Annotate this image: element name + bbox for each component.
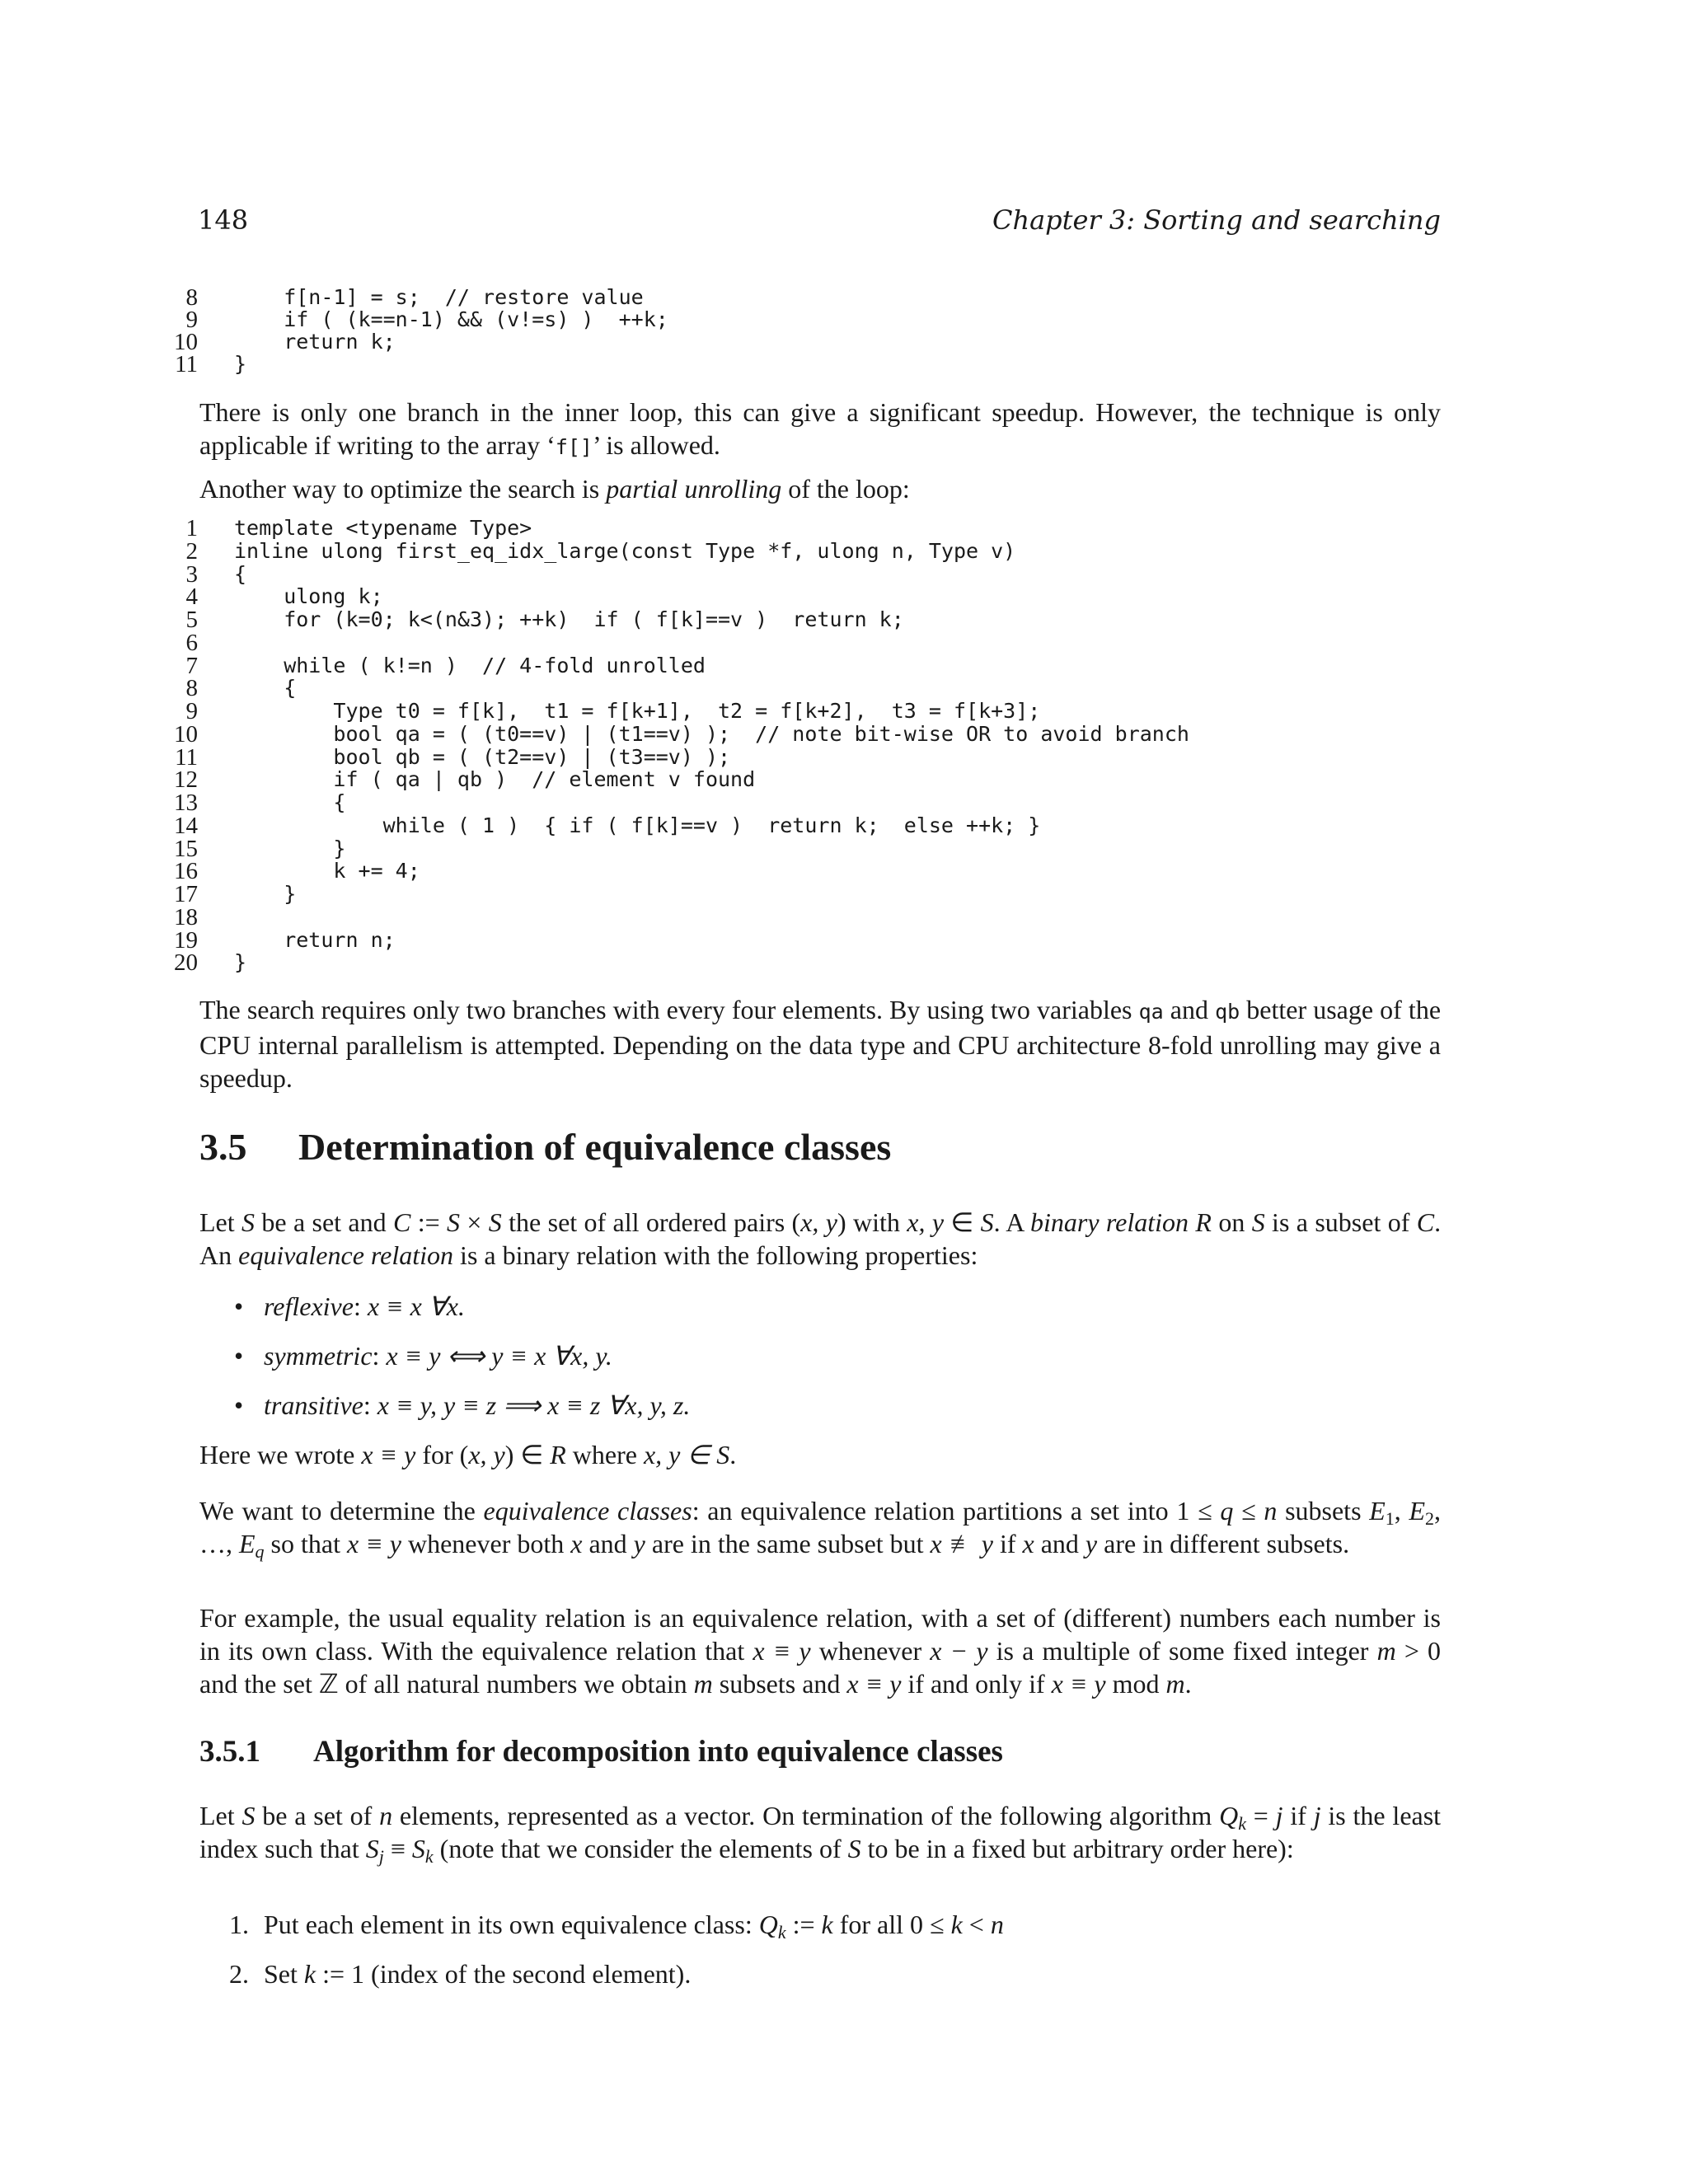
code-text: if ( (k==n-1) && (v!=s) ) ++k; xyxy=(234,307,668,331)
line-number: 7 xyxy=(185,652,198,679)
bullet-transitive: • transitive: x ≡ y, y ≡ z ⟹ x ≡ z ∀x, y, z. xyxy=(234,1390,691,1420)
line-number: 13 xyxy=(174,790,198,816)
code-line xyxy=(0,629,1688,656)
line-number: 2 xyxy=(185,537,198,565)
code-line xyxy=(0,284,1688,311)
section-title: 3.5 Determination of equivalence classes xyxy=(199,1126,892,1168)
paragraph-equivalence-classes: We want to determine the equivalence classes: an equivalence relation partitions a set into 1 ≤ q ≤ n subsets $E_1$, $E_2$, …, $E_q$ so that x ≡ y whenever both x and y are in the same subset but x ≢ y if x and y are in different subsets. xyxy=(199,1496,1442,1562)
code-text: Type t0 = f[k], t1 = f[k+1], t2 = f[k+2], t3 = f[k+3]; xyxy=(234,699,1041,723)
paragraph-unrolling: Another way to optimize the search is partial unrolling of the loop: xyxy=(199,474,910,504)
code-line xyxy=(0,677,1688,701)
line-number: 17 xyxy=(174,881,198,907)
line-number: 10 xyxy=(174,720,198,748)
code-line xyxy=(0,860,1688,883)
code-text: bool qb = ( (t2==v) | (t3==v) ); xyxy=(234,744,731,769)
code-text: inline ulong first_eq_idx_large(const Type *f, ulong n, Type v) xyxy=(234,538,1016,563)
code-text: } xyxy=(234,882,297,906)
code-text: f[n-1] = s; // restore value xyxy=(234,285,644,309)
code-line xyxy=(0,792,1688,815)
code-line xyxy=(0,609,1688,632)
code-text: { xyxy=(234,790,346,814)
line-number: 11 xyxy=(175,743,198,771)
line-number: 5 xyxy=(185,607,198,633)
line-number: 10 xyxy=(174,329,198,355)
code-listing-unrolled xyxy=(0,515,1688,977)
code-line xyxy=(0,766,1688,794)
code-text: ulong k; xyxy=(234,584,383,609)
line-number: 14 xyxy=(174,812,198,839)
code-line xyxy=(0,812,1688,839)
code-line xyxy=(0,698,1688,724)
code-text: while ( 1 ) { if ( f[k]==v ) return k; else ++k; } xyxy=(234,813,1041,837)
code-line xyxy=(0,743,1688,771)
line-number: 8 xyxy=(185,675,198,702)
code-line xyxy=(0,835,1688,862)
code-text: bool qa = ( (t0==v) | (t1==v) ); // note bit-wise OR to avoid branch xyxy=(234,721,1189,746)
algorithm-step-2: 2. Set k := 1 (index of the second element). xyxy=(229,1959,692,1989)
paragraph-branches: The search requires only two branches with every four elements. By using two variables qa and qb better usage of the CPU internal parallelism is attempted. Depending on the data type and CPU architecture 8-fold unrolling may give a speedup. xyxy=(199,995,1442,1093)
code-text: } xyxy=(234,836,346,860)
line-number: 11 xyxy=(175,351,198,377)
code-text: } xyxy=(234,352,247,376)
paragraph-notation: Here we wrote x ≡ y for (x, y) ∈ R where x, y ∈ S. xyxy=(199,1440,737,1469)
line-number: 8 xyxy=(185,284,198,311)
code-text: while ( k!=n ) // 4-fold unrolled xyxy=(234,653,706,677)
code-text: { xyxy=(234,561,247,586)
code-text: { xyxy=(234,676,297,701)
code-line xyxy=(0,331,1688,354)
page-number: 148 xyxy=(198,204,249,236)
code-text: return n; xyxy=(234,927,396,952)
code-line xyxy=(0,949,1688,977)
code-line xyxy=(0,515,1688,541)
line-number: 16 xyxy=(174,858,198,885)
line-number: 1 xyxy=(185,515,198,541)
line-number: 19 xyxy=(174,926,198,954)
code-text: k += 4; xyxy=(234,859,420,883)
code-line xyxy=(0,537,1688,565)
code-line xyxy=(0,926,1688,954)
line-number: 18 xyxy=(174,903,198,930)
code-line xyxy=(0,883,1688,907)
line-number: 20 xyxy=(174,949,198,977)
line-number: 6 xyxy=(185,629,198,656)
code-line xyxy=(0,903,1688,930)
code-text: template <typename Type> xyxy=(234,516,532,540)
bullet-symmetric: • symmetric: x ≡ y ⟺ y ≡ x ∀x, y. xyxy=(234,1341,612,1371)
code-listing-restore xyxy=(0,284,1688,377)
code-line xyxy=(0,309,1688,331)
paragraph-example: For example, the usual equality relation is an equivalence relation, with a set of (different) numbers each number is in its own class. With the equivalence relation that x ≡ y whenever x − y is a multiple of some fixed integer m > 0 and the set ℤ of all natural numbers we obtain m subsets and x ≡ y if and only if x ≡ y mod m. xyxy=(199,1603,1442,1699)
line-number: 15 xyxy=(174,835,198,862)
line-number: 3 xyxy=(185,560,198,588)
running-head: Chapter 3: Sorting and searching xyxy=(992,204,1441,236)
code-text: if ( qa | qb ) // element v found xyxy=(234,767,756,792)
code-text: return k; xyxy=(234,330,396,354)
paragraph-branch: There is only one branch in the inner loop, this can give a significant speedup. However, the technique is only applicable if writing to the array ‘f[]’ is allowed. xyxy=(199,397,1441,460)
subsection-title: 3.5.1 Algorithm for decomposition into equivalence classes xyxy=(199,1735,1003,1769)
algorithm-step-1: 1. Put each element in its own equivalence class: $Q_k$ := k for all 0 ≤ k < n xyxy=(229,1910,1004,1943)
line-number: 9 xyxy=(185,307,198,333)
code-line xyxy=(0,720,1688,748)
paragraph-algorithm: Let S be a set of n elements, represented as a vector. On termination of the following algorithm $Q_k = j$ if j is the least index such that $S_j \equiv S_k$ (note that we consider the elements of S to be in a fixed but arbitrary order here): xyxy=(199,1801,1442,1867)
code-line xyxy=(0,560,1688,588)
code-text: } xyxy=(234,950,247,975)
paragraph-definition: Let S be a set and C := S × S the set of all ordered pairs (x, y) with x, y ∈ S. A binary relation R on S is a subset of C. An equivalence relation is a binary relation with the following properties: xyxy=(199,1207,1442,1270)
code-line xyxy=(0,351,1688,377)
code-text: for (k=0; k<(n&3); ++k) if ( f[k]==v ) return k; xyxy=(234,607,904,631)
code-line xyxy=(0,652,1688,679)
code-line xyxy=(0,583,1688,611)
line-number: 12 xyxy=(174,766,198,794)
line-number: 4 xyxy=(185,583,198,611)
bullet-reflexive: • reflexive: x ≡ x ∀x. xyxy=(234,1291,465,1321)
line-number: 9 xyxy=(185,698,198,724)
